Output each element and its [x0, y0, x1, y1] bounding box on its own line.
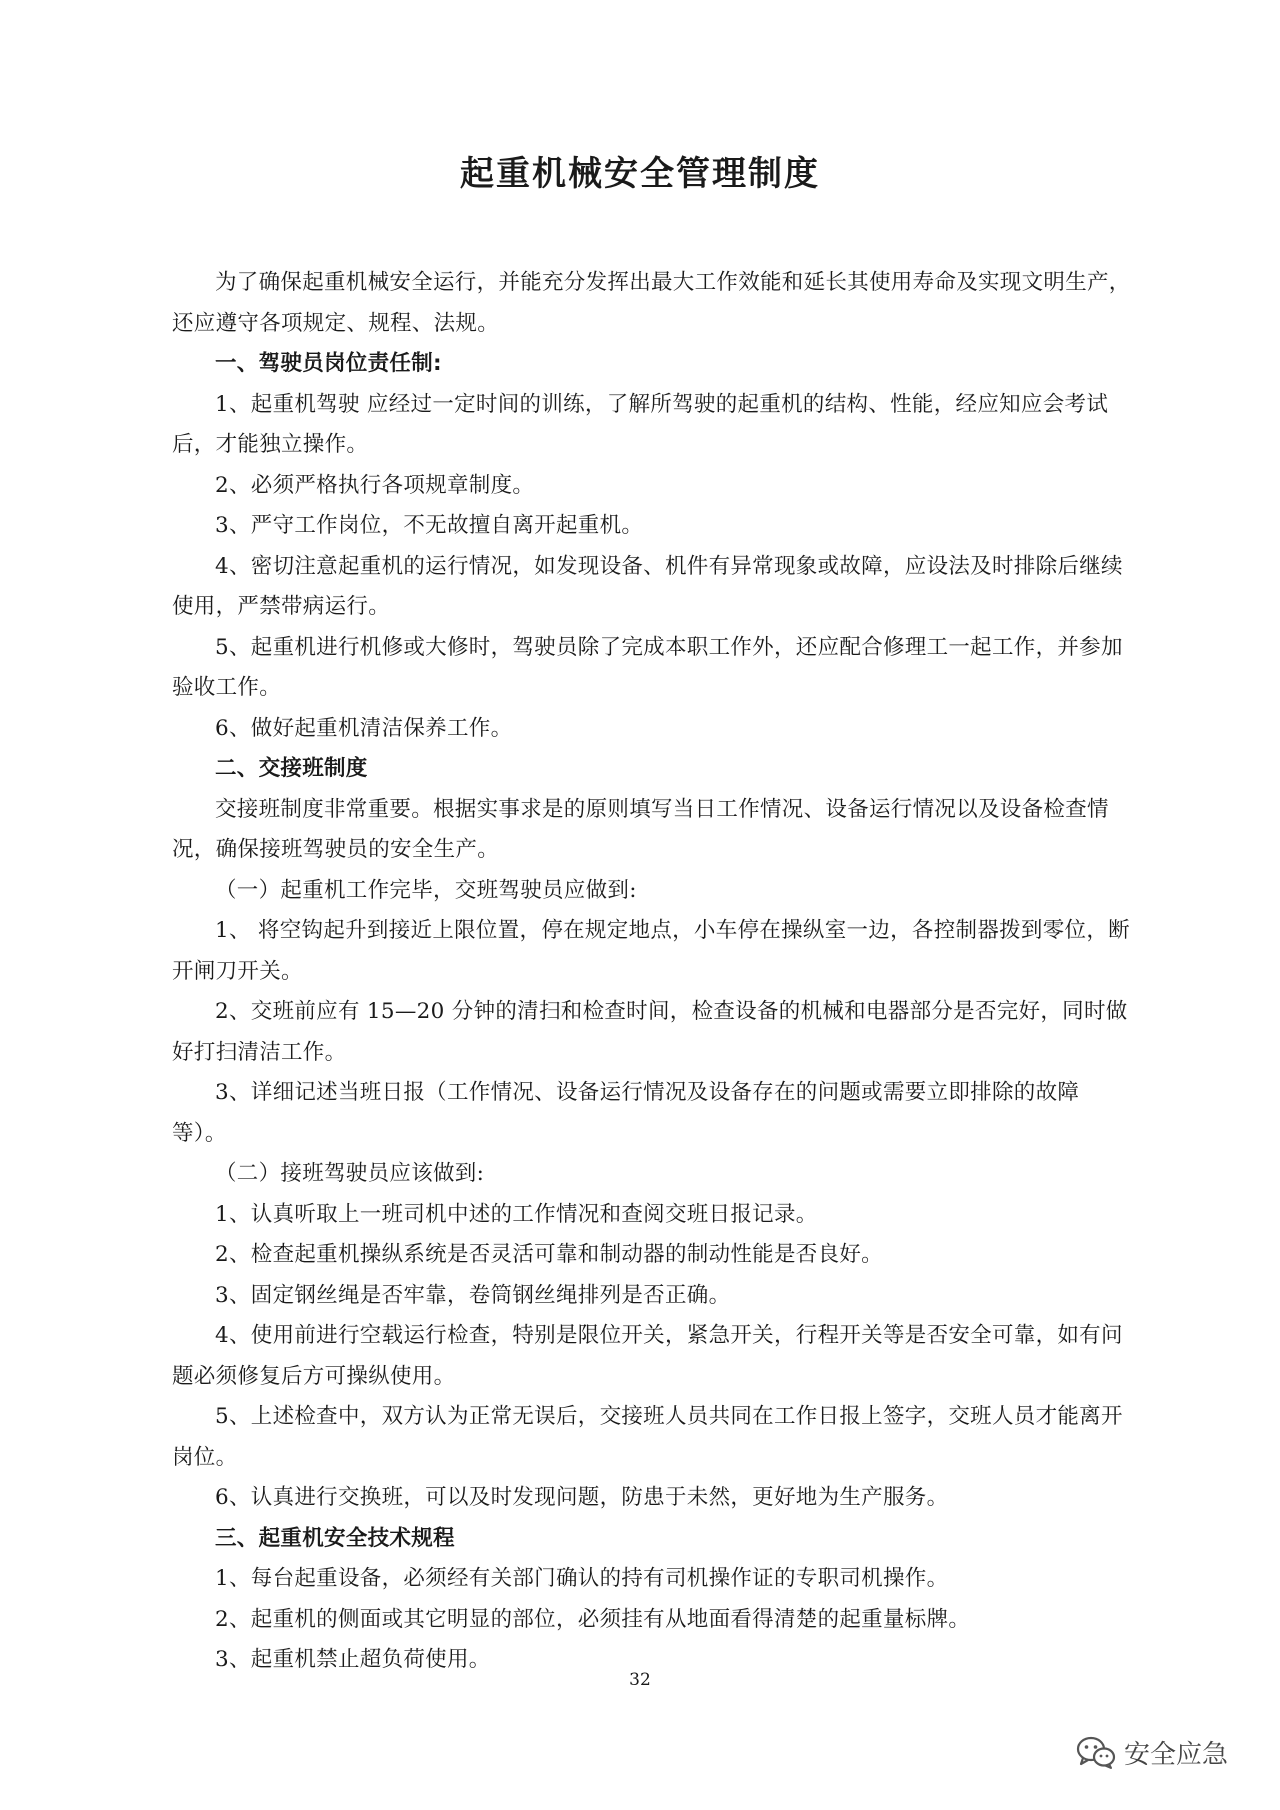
paragraph: 6、做好起重机清洁保养工作。 — [215, 715, 513, 741]
watermark — [1076, 1734, 1228, 1771]
paragraph: （一）起重机工作完毕，交班驾驶员应做到: — [215, 877, 637, 903]
paragraph: 6、认真进行交换班，可以及时发现问题，防患于未然，更好地为生产服务。 — [215, 1485, 949, 1510]
paragraph: 1、每台起重设备，必须经有关部门确认的持有司机操作证的专职司机操作。 — [215, 1566, 949, 1591]
paragraph: 2、检查起重机操纵系统是否灵活可靠和制动器的制动性能是否良好。 — [215, 1242, 883, 1267]
paragraph: 3、详细记述当班日报（工作情况、设备运行情况及设备存在的问题或需要立即排除的故障等）。 — [172, 1080, 1080, 1146]
paragraph: 2、交班前应有 15—20 分钟的清扫和检查时间，检查设备的机械和电器部分是否完好，同时做好打扫清洁工作。 — [172, 999, 1128, 1065]
paragraph: 3、严守工作岗位，不无故擅自离开起重机。 — [215, 513, 644, 538]
paragraph: 1、起重机驾驶 应经过一定时间的训练，了解所驾驶的起重机的结构、性能，经应知应会考试后，才能独立操作。 — [172, 391, 1109, 457]
paragraph: 3、起重机禁止超负荷使用。 — [215, 1647, 491, 1672]
document-body — [172, 263, 1132, 1681]
page-number: 32 — [629, 1670, 651, 1690]
section-heading: 一、驾驶员岗位责任制: — [215, 351, 442, 376]
wechat-icon — [1076, 1736, 1116, 1770]
paragraph: 3、固定钢丝绳是否牢靠，卷筒钢丝绳排列是否正确。 — [215, 1282, 731, 1308]
page-title: 起重机械安全管理制度 — [460, 154, 820, 194]
paragraph: 2、起重机的侧面或其它明显的部位，必须挂有从地面看得清楚的起重量标牌。 — [215, 1606, 971, 1632]
watermark-text: 安全应急 — [1124, 1740, 1229, 1770]
paragraph: 1、认真听取上一班司机中述的工作情况和查阅交班日报记录。 — [215, 1201, 818, 1227]
paragraph: 5、起重机进行机修或大修时，驾驶员除了完成本职工作外，还应配合修理工一起工作，并参加验收工作。 — [172, 634, 1123, 700]
paragraph: 4、密切注意起重机的运行情况，如发现设备、机件有异常现象或故障，应设法及时排除后继续使用，严禁带病运行。 — [172, 553, 1123, 619]
paragraph: 4、使用前进行空载运行检查，特别是限位开关，紧急开关，行程开关等是否安全可靠，如有问题必须修复后方可操纵使用。 — [172, 1323, 1123, 1389]
section-heading: 二、交接班制度 — [215, 756, 368, 781]
paragraph: 2、必须严格执行各项规章制度。 — [215, 472, 535, 498]
paragraph: 交接班制度非常重要。根据实事求是的原则填写当日工作情况、设备运行情况以及设备检查情况，确保接班驾驶员的安全生产。 — [172, 796, 1109, 862]
paragraph: （二）接班驾驶员应该做到: — [215, 1161, 485, 1186]
section-heading: 三、起重机安全技术规程 — [215, 1525, 455, 1551]
paragraph: 为了确保起重机械安全运行，并能充分发挥出最大工作效能和延长其使用寿命及实现文明生产，还应遵守各项规定、规程、法规。 — [172, 270, 1131, 336]
paragraph: 1、 将空钩起升到接近上限位置，停在规定地点，小车停在操纵室一边，各控制器拨到零位，断开闸刀开关。 — [172, 918, 1130, 984]
paragraph: 5、上述检查中，双方认为正常无误后，交接班人员共同在工作日报上签字，交班人员才能离开岗位。 — [172, 1404, 1123, 1470]
